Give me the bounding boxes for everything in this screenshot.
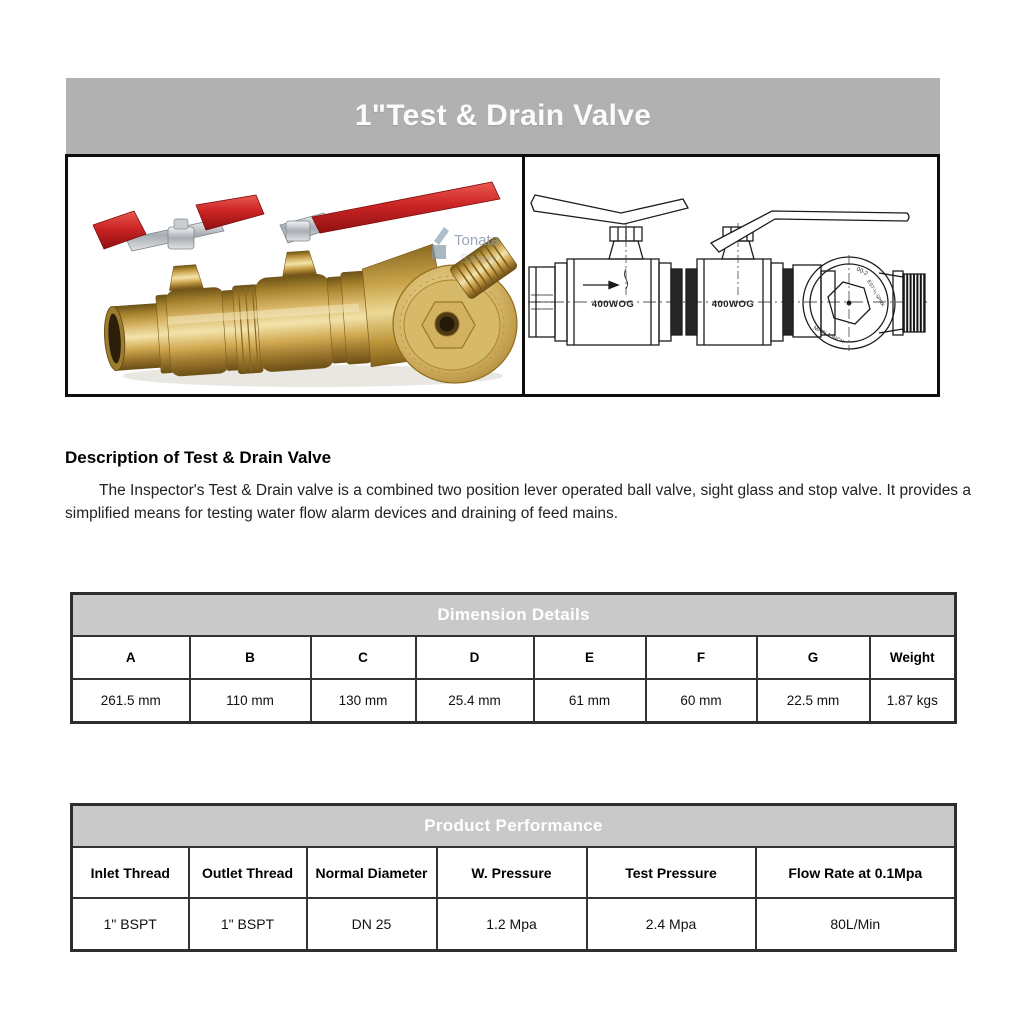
col-header-weight: Weight bbox=[870, 636, 956, 679]
dim-value-c: 130 mm bbox=[311, 679, 416, 723]
valve1-rating-label: 400WOG bbox=[591, 299, 635, 310]
dim-value-a: 261.5 mm bbox=[72, 679, 190, 723]
col-header-f: F bbox=[646, 636, 757, 679]
performance-header-row bbox=[72, 847, 956, 898]
col-header-outlet-thread: Outlet Thread bbox=[189, 847, 307, 898]
performance-table-title: Product Performance bbox=[72, 805, 956, 848]
valve2-rating-label: 400WOG bbox=[711, 299, 755, 310]
product-images-box bbox=[65, 154, 940, 397]
dim-value-e: 61 mm bbox=[534, 679, 646, 723]
perf-value-flow-rate: 80L/Min bbox=[756, 898, 956, 951]
col-header-d: D bbox=[416, 636, 534, 679]
dim-value-weight: 1.87 kgs bbox=[870, 679, 956, 723]
dim-value-f: 60 mm bbox=[646, 679, 757, 723]
title-banner bbox=[66, 78, 940, 154]
col-header-e: E bbox=[534, 636, 646, 679]
technical-drawing-panel bbox=[525, 157, 937, 394]
dim-value-g: 22.5 mm bbox=[757, 679, 870, 723]
watermark-sub: Safety bbox=[460, 251, 497, 266]
watermark-brand: Tonata bbox=[454, 232, 500, 249]
valve-technical-drawing bbox=[525, 157, 937, 394]
col-header-flow-rate: Flow Rate at 0.1Mpa bbox=[756, 847, 956, 898]
dimension-header-row bbox=[72, 636, 956, 679]
performance-table bbox=[70, 803, 957, 952]
col-header-g: G bbox=[757, 636, 870, 679]
perf-value-w-pressure: 1.2 Mpa bbox=[437, 898, 587, 951]
valve-photo-illustration bbox=[68, 157, 522, 394]
sight-glass-disc bbox=[393, 265, 517, 383]
dim-value-b: 110 mm bbox=[190, 679, 311, 723]
page-title: 1"Test & Drain Valve bbox=[354, 99, 652, 132]
valve2-stem-nut bbox=[286, 221, 310, 241]
perf-value-normal-diameter: DN 25 bbox=[307, 898, 437, 951]
col-header-w-pressure: W. Pressure bbox=[437, 847, 587, 898]
perf-value-inlet-thread: 1" BSPT bbox=[72, 898, 189, 951]
drawing-background bbox=[525, 157, 937, 394]
col-header-a: A bbox=[72, 636, 190, 679]
dimension-value-row bbox=[72, 679, 956, 723]
product-photo-panel bbox=[68, 157, 525, 394]
col-header-c: C bbox=[311, 636, 416, 679]
perf-value-outlet-thread: 1" BSPT bbox=[189, 898, 307, 951]
col-header-test-pressure: Test Pressure bbox=[587, 847, 756, 898]
dimension-table bbox=[70, 592, 957, 724]
sight-top-label: 00-2 bbox=[855, 266, 869, 278]
col-header-b: B bbox=[190, 636, 311, 679]
col-header-inlet-thread: Inlet Thread bbox=[72, 847, 189, 898]
sight-hole bbox=[440, 317, 455, 332]
description-heading: Description of Test & Drain Valve bbox=[65, 448, 332, 467]
dim-value-d: 25.4 mm bbox=[416, 679, 534, 723]
sight-bottom-label: MAIN 1 INCH bbox=[812, 325, 845, 346]
dimension-table-title: Dimension Details bbox=[72, 594, 956, 637]
description-paragraph: The Inspector's Test & Drain valve is a combined two position lever operated ball valve, sight glass and stop valve. It provides a simplified means for testing water flow alarm devices and draining of feed mains. bbox=[65, 482, 971, 522]
perf-value-test-pressure: 2.4 Mpa bbox=[587, 898, 756, 951]
sight-right-label: EST-½ SPRK bbox=[865, 279, 886, 309]
col-header-normal-diameter: Normal Diameter bbox=[307, 847, 437, 898]
performance-value-row bbox=[72, 898, 956, 951]
valve1-stem-nut bbox=[168, 227, 194, 249]
